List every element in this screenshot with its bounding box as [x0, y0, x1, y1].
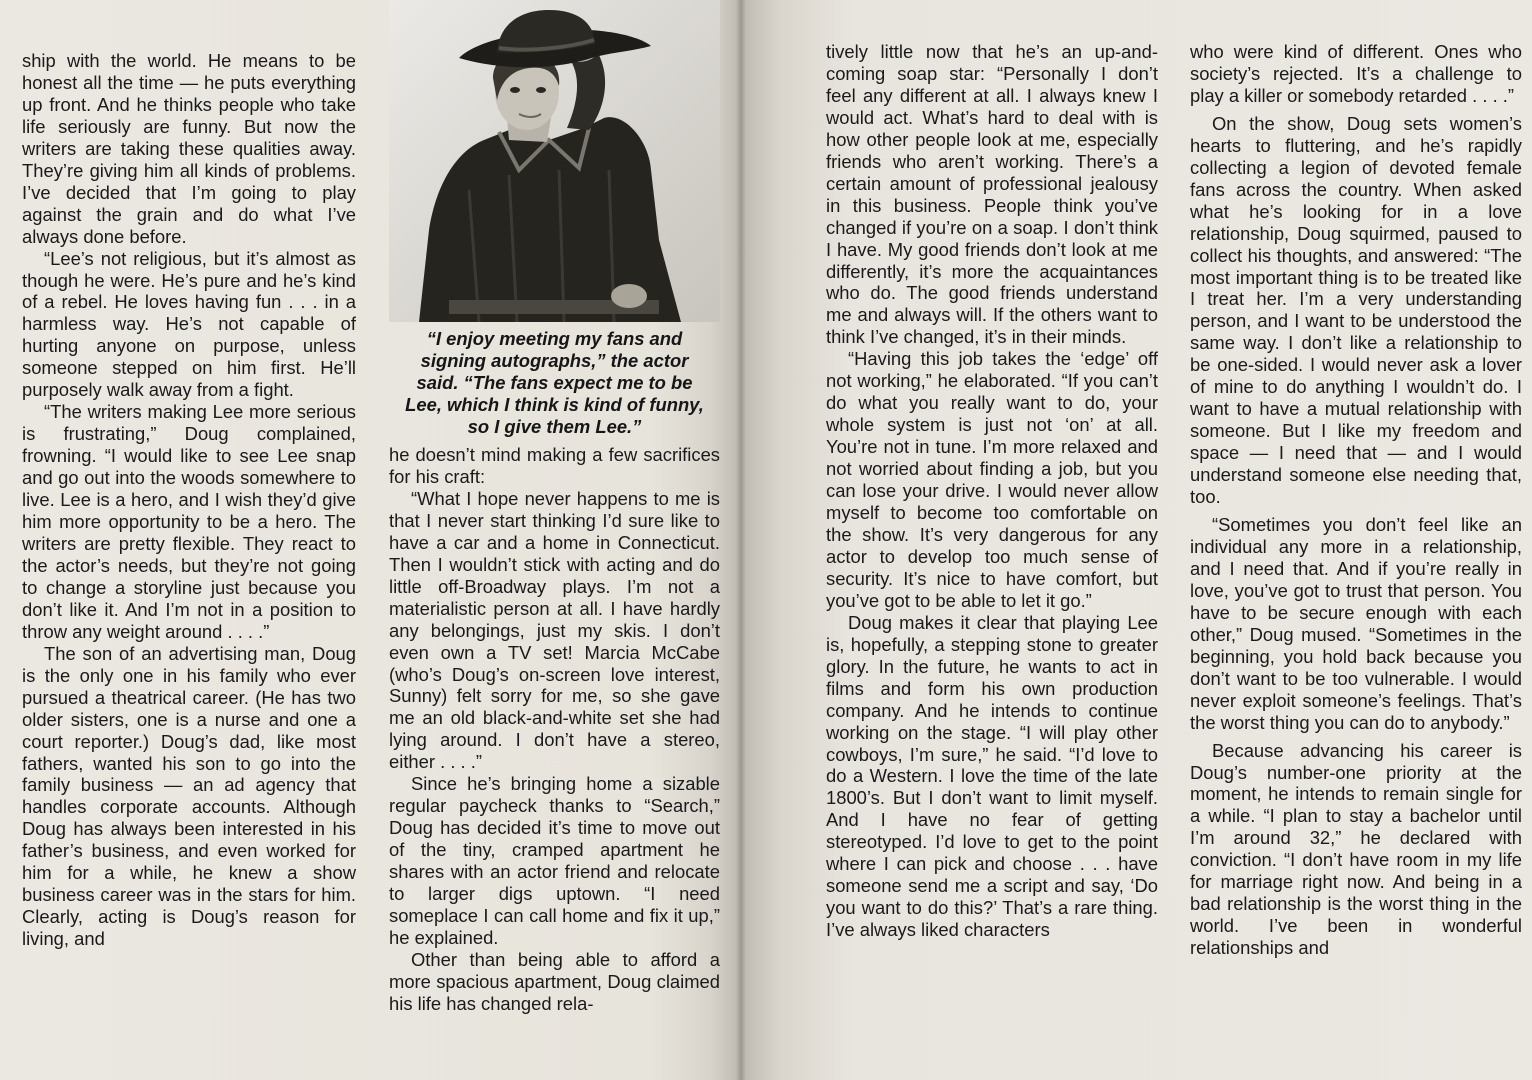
paragraph: “Sometimes you don’t feel like an individual any more in a relationship, and I need that. And if you’re really in love, you’ve got to trust that person. You have to be secure enough with each other,” Doug mused. “Sometimes in the beginning, you hold back because you don’t want to be too vulnerable. I would never exploit someone’s feelings. That’s the worst thing you can do to anybody.”	[1190, 514, 1522, 733]
paragraph: Since he’s bringing home a sizable regular paycheck thanks to “Search,” Doug has decided it’s time to move out of the tiny, cramped apartment he shares with an actor friend and relocate to larger digs uptown. “I need someplace I can call home and fix it up,” he explained.	[389, 773, 720, 948]
caption-line: Lee, which I think is kind of funny,	[405, 394, 704, 415]
article-column-1	[22, 50, 356, 1080]
paragraph: ship with the world. He means to be honest all the time — he puts everything up front. And he thinks people who take life seriously are funny. But now the writers are taking these qualities away. They’re giving him all kinds of problems. I’ve decided that I’m going to play against the grain and do what I’ve always done before.	[22, 50, 356, 247]
paragraph: Because advancing his career is Doug’s number-one priority at the moment, he intends to remain single for a while. “I plan to stay a bachelor until I’m around 32,” he declared with conviction. “I don’t have room in my life for marriage right now. And being in a bad relationship is the worst thing in the world. I’ve been in wonderful relationships and	[1190, 739, 1522, 959]
paragraph: On the show, Doug sets women’s hearts to fluttering, and he’s rapidly collecting a legion of devoted female fans across the country. When asked what he’s looking for in a love relationship, Doug squirmed, paused to collect his thoughts, and answered: “The most important thing is to be treated like I treat her. I’m a very understanding person, and I want to be understood the same way. I don’t like a relationship to be one-sided. I would never ask a lover of mine to do anything I wouldn’t do. I want to have a mutual relationship with someone. But I like my freedom and space — I need that — and I would understand someone else needing that, too.	[1190, 112, 1522, 508]
article-column-2	[389, 444, 720, 1080]
caption-line: so I give them Lee.”	[467, 416, 642, 437]
paragraph: “Having this job takes the ‘edge’ off not working,” he elaborated. “If you can’t do what you really want to do, your whole system is just not ‘on’ at all. You’re not in tune. I’m more relaxed and not worried about finding a job, but you can lose your drive. I would never allow myself to become too comfortable on the show. It’s very dangerous for any actor to develop too much sense of security. It’s nice to have comfort, but you’ve got to be able to let it go.”	[826, 348, 1158, 611]
paragraph: “The writers making Lee more serious is frustrating,” Doug complained, frowning. “I would like to see Lee snap and go out into the woods somewhere to live. Lee is a hero, and I wish they’d give him more opportunity to be a hero. The writers are pretty flexible. They react to the actor’s needs, but they’re not going to change a storyline just because you don’t like it. And I’m not in a position to throw any weight around . . . .”	[22, 401, 356, 642]
paragraph: he doesn’t mind making a few sacrifices for his craft:	[389, 444, 720, 487]
actor-in-cowboy-hat-photo	[389, 0, 720, 322]
paragraph: Other than being able to afford a more spacious apartment, Doug claimed his life has changed rela-	[389, 948, 720, 1014]
article-column-4	[1190, 41, 1522, 1080]
paragraph: tively little now that he’s an up-and-coming soap star: “Personally I don’t feel any different at all. I always knew I would act. What’s hard to deal with is how other people look at me, especially friends who aren’t working. There’s a certain amount of professional jealousy in this business. People think you’ve changed if you’re on a soap. I don’t think I have. My good friends don’t look at me differently, it’s more the acquaintances who do. The good friends understand me and always will. If the others want to think I’ve changed, it’s in their minds.	[826, 41, 1158, 348]
paragraph: Doug makes it clear that playing Lee is, hopefully, a stepping stone to greater glory. In the future, he wants to act in films and form his own production company. And he intends to continue working on the stage. “I will play other cowboys, I’m sure,” he said. “I’d love to do a Western. I love the time of the late 1800’s. But I don’t want to limit myself. And I have no fear of getting stereotyped. I’d love to get to the point where I can pick and choose . . . have someone send me a script and say, ‘Do you want to do this?’ That’s a rare thing. I’ve always liked characters	[826, 611, 1158, 941]
article-column-3	[826, 41, 1158, 1080]
caption-line: said. “The fans expect me to be	[416, 372, 693, 393]
paragraph: The son of an advertising man, Doug is the only one in his family who ever pursued a theatrical career. (He has two older sisters, one is a nurse and one a court reporter.) Doug’s dad, like most fathers, wanted his son to go into the family business — an ad agency that handles corporate accounts. Although Doug has always been interested in his father’s business, and even worked for him for a while, he knew a show business career was in the stars for him. Clearly, acting is Doug’s reason for living, and	[22, 642, 356, 950]
paragraph: “What I hope never happens to me is that I never start thinking I’d sure like to have a car and a home in Connecticut. Then I wouldn’t stick with acting and do little off-Broadway plays. I’m not a materialistic person at all. I have hardly any belongings, just my skis. I don’t even own a TV set! Marcia McCabe (who’s Doug’s on-screen love interest, Sunny) felt sorry for me, so she gave me an old black-and-white set she had lying around. I don’t have a stereo, either . . . .”	[389, 487, 720, 773]
actor-photo	[389, 0, 720, 322]
paragraph: who were kind of different. Ones who society’s rejected. It’s a challenge to play a killer or somebody retarded . . . .”	[1190, 41, 1522, 106]
page-gutter	[736, 0, 746, 1080]
paragraph: “Lee’s not religious, but it’s almost as though he were. He’s pure and he’s kind of a rebel. He loves having fun . . . in a harmless way. He’s not capable of hurting anyone on purpose, unless someone stepped on him first. He’ll purposely walk away from a fight.	[22, 247, 356, 401]
photo-caption	[389, 328, 720, 438]
caption-line: signing autographs,” the actor	[420, 350, 689, 371]
caption-line: “I enjoy meeting my fans and	[426, 328, 683, 349]
